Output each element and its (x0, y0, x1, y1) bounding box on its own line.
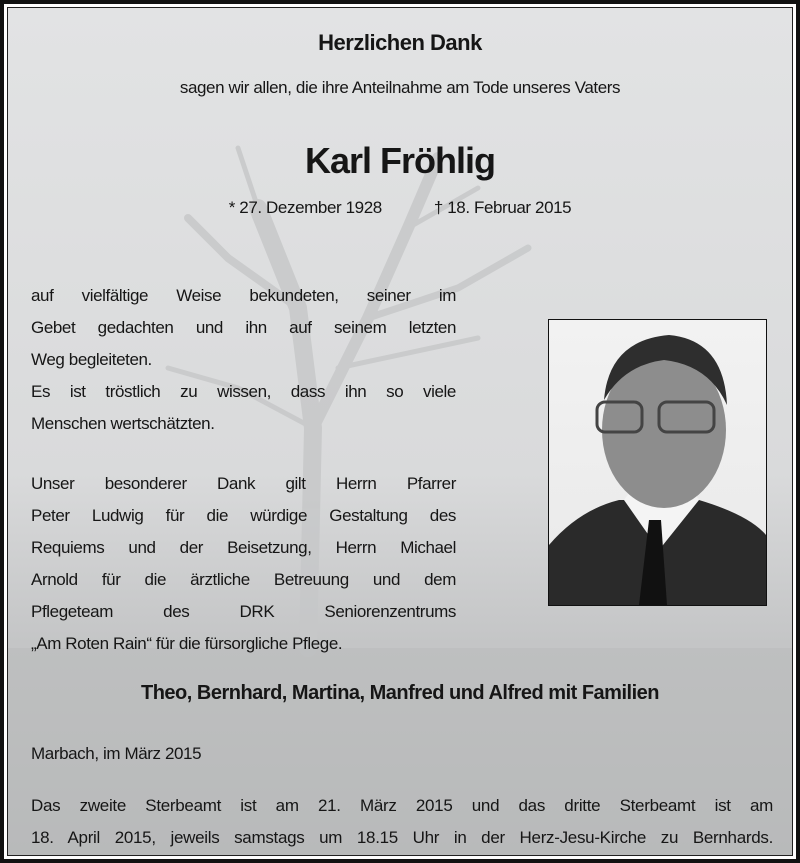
text-line: Peter Ludwig für die würdige Gestaltung des (31, 506, 456, 525)
text-line: auf vielfältige Weise bekundeten, seiner im (31, 286, 456, 305)
place-and-date: Marbach, im März 2015 (31, 744, 202, 763)
birth-date: * 27. Dezember 1928 (228, 198, 382, 217)
text-line: Arnold für die ärztliche Betreuung und dem (31, 570, 456, 589)
text-line: Weg begleiteten. (31, 350, 152, 369)
heading: Herzlichen Dank (318, 30, 482, 55)
thanks-paragraph (31, 280, 456, 440)
text-line: Pflegeteam des DRK Seniorenzentrums (31, 602, 456, 621)
text-line: 18. April 2015, jeweils samstags um 18.15 Uhr in der Herz-Jesu-Kirche zu Bernhards. (31, 828, 773, 847)
text-line: Das zweite Sterbeamt ist am 21. März 2015 und das dritte Sterbeamt ist am (31, 796, 773, 815)
deceased-name: Karl Fröhlig (304, 140, 495, 181)
portrait-photo (548, 319, 767, 606)
text-line: Requiems und der Beisetzung, Herrn Michael (31, 538, 456, 557)
text-line: Menschen wertschätzten. (31, 414, 215, 433)
special-thanks-paragraph (31, 468, 456, 660)
text-line: Gebet gedachten und ihn auf seinem letzten (31, 318, 456, 337)
text-line: Unser besonderer Dank gilt Herrn Pfarrer (31, 474, 456, 493)
obituary-notice (7, 7, 793, 856)
death-date: † 18. Februar 2015 (433, 198, 572, 217)
text-line: Es ist tröstlich zu wissen, dass ihn so viele (31, 382, 456, 401)
memorial-mass-info (31, 790, 773, 854)
life-dates (8, 198, 792, 218)
text-line: „Am Roten Rain“ für die fürsorgliche Pflege. (31, 634, 343, 653)
intro-text: sagen wir allen, die ihre Anteilnahme am Tode unseres Vaters (179, 78, 621, 97)
family-signature: Theo, Bernhard, Martina, Manfred und Alfred mit Familien (141, 682, 659, 704)
